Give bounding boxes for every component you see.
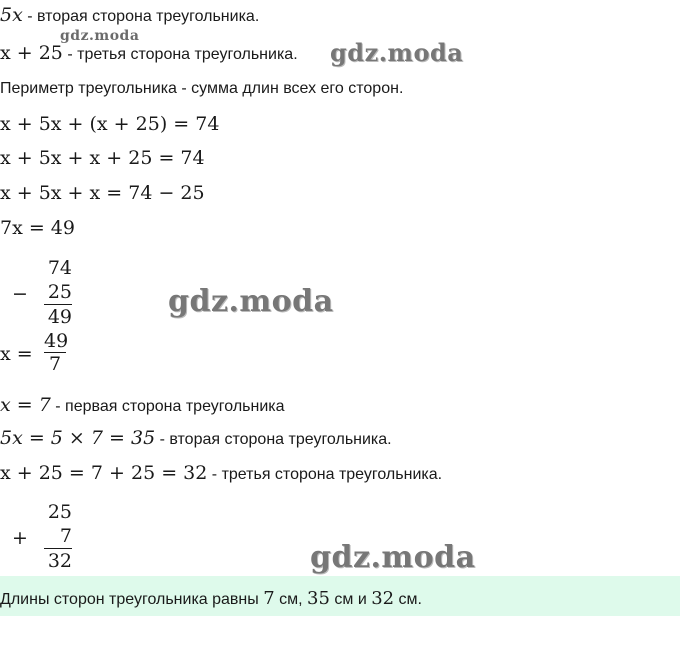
math-expr: 5x <box>0 4 23 26</box>
sum: 32 <box>44 548 72 573</box>
result-third-side <box>0 462 442 484</box>
addition-operator: + <box>12 527 28 549</box>
math-expr: x + 25 = 7 + 25 = 32 <box>0 462 208 484</box>
equation-4: 7x = 49 <box>0 217 75 239</box>
text: - первая сторона треугольника <box>50 398 285 415</box>
watermark-middle: gdz.moda <box>168 284 334 319</box>
answer-value-3: 32 <box>371 588 395 609</box>
text: - вторая сторона треугольника. <box>22 8 260 25</box>
addend-2: 7 <box>59 525 72 547</box>
equation-1: x + 5x + (x + 25) = 74 <box>0 113 220 135</box>
answer-prefix: Длины сторон треугольника равны <box>0 591 264 608</box>
text: - третья сторона треугольника. <box>62 46 298 63</box>
fraction-lhs: x = <box>0 343 33 365</box>
equation-2: x + 5x + x + 25 = 74 <box>0 147 205 169</box>
watermark-bottom: gdz.moda <box>310 540 476 575</box>
text: - вторая сторона треугольника. <box>155 431 392 448</box>
column-subtraction <box>44 256 72 329</box>
fraction-denominator: 7 <box>48 353 62 375</box>
text: - третья сторона треугольника. <box>207 466 443 483</box>
result-second-side <box>0 427 392 449</box>
line-second-side <box>0 4 259 26</box>
watermark-small: gdz.moda <box>60 28 140 44</box>
addend-1: 25 <box>47 501 72 523</box>
math-expr: x + 25 <box>0 42 63 64</box>
answer-mid-1: см, <box>274 591 308 608</box>
math-expr: 5x = 5 × 7 = 35 <box>0 427 156 449</box>
answer-value-2: 35 <box>307 588 330 609</box>
column-addition <box>44 500 72 573</box>
fraction <box>44 330 69 375</box>
watermark-top: gdz.moda <box>330 38 464 67</box>
minuend: 74 <box>47 257 72 279</box>
subtraction-operator: − <box>12 283 28 305</box>
math-expr: x = 7 <box>0 394 51 416</box>
perimeter-definition: Периметр треугольника - сумма длин всех его сторон. <box>0 80 404 97</box>
line-third-side <box>0 42 298 64</box>
subtrahend: 25 <box>47 281 72 303</box>
difference: 49 <box>44 304 72 329</box>
fraction-numerator: 49 <box>44 330 69 352</box>
answer-mid-2: см и <box>329 591 372 608</box>
answer-suffix: см. <box>394 591 422 608</box>
answer-line <box>0 588 422 609</box>
result-first-side <box>0 394 285 416</box>
equation-3: x + 5x + x = 74 − 25 <box>0 182 205 204</box>
answer-value-1: 7 <box>263 588 275 609</box>
